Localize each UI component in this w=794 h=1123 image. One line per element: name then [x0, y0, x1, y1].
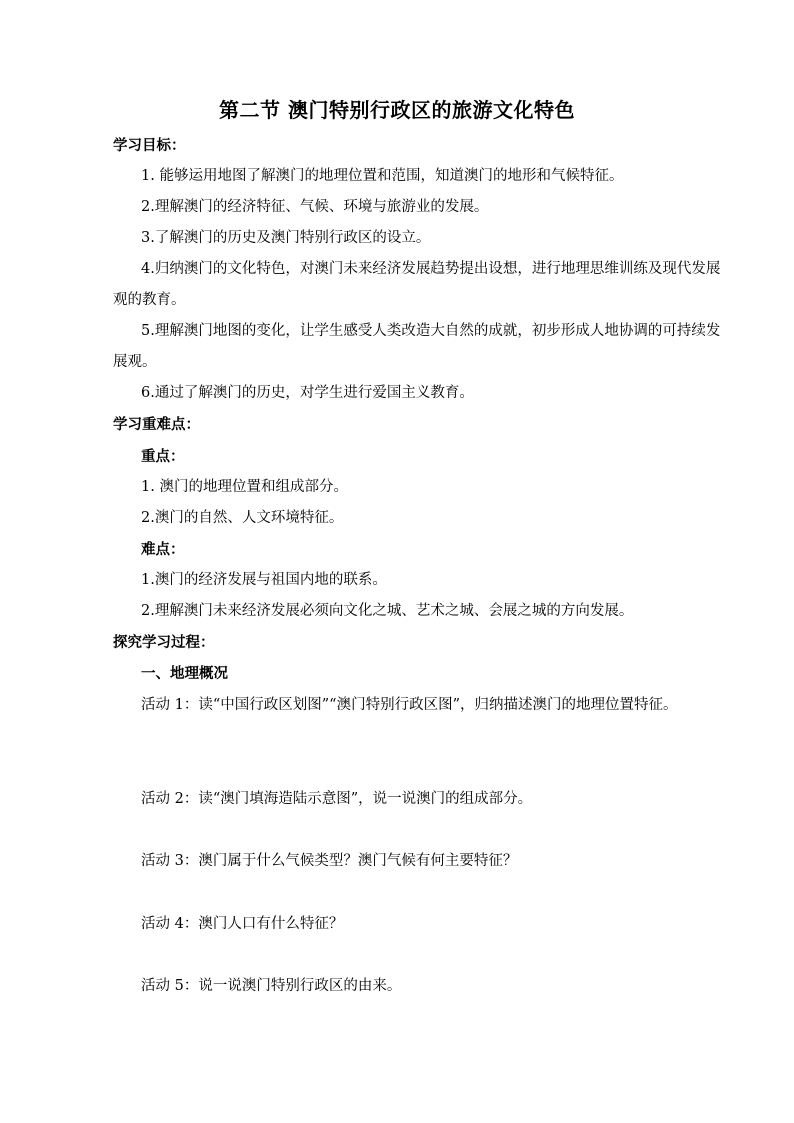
activity-item: 活动 4：澳门人口有什么特征？: [141, 916, 344, 932]
page-title: 第二节 澳门特别行政区的旅游文化特色: [219, 98, 575, 122]
objective-item: 3.了解澳门的历史及澳门特别行政区的设立。: [141, 230, 431, 246]
section-heading: 一、地理概况: [141, 665, 228, 682]
activity-item: 活动 2：读“澳门填海造陆示意图”，说一说澳门的组成部分。: [141, 791, 533, 807]
difficult-item: 1.澳门的经济发展与祖国内地的联系。: [141, 572, 387, 588]
key-item: 1. 澳门的地理位置和组成部分。: [141, 479, 348, 495]
objective-item: 4.归纳澳门的文化特色，对澳门未来经济发展趋势提出设想，进行地理思维训练及现代发展观的教育。: [113, 261, 721, 308]
objective-item: 2.理解澳门的经济特征、气候、环境与旅游业的发展。: [141, 199, 489, 215]
process-heading: 探究学习过程：: [113, 634, 215, 651]
objective-item: 6.通过了解澳门的历史，对学生进行爱国主义教育。: [141, 385, 474, 401]
key-heading: 重点：: [141, 448, 185, 465]
activity-item: 活动 1：读“中国行政区划图”“澳门特别行政区图”，归纳描述澳门的地理位置特征。: [141, 697, 678, 713]
difficult-heading: 难点：: [141, 541, 185, 558]
key-item: 2.澳门的自然、人文环境特征。: [141, 510, 344, 526]
objectives-heading: 学习目标：: [113, 137, 186, 154]
difficult-item: 2.理解澳门未来经济发展必须向文化之城、艺术之城、会展之城的方向发展。: [141, 603, 634, 619]
objective-item: 1. 能够运用地图了解澳门的地理位置和范围，知道澳门的地形和气候特征。: [141, 168, 624, 184]
objective-item: 5.理解澳门地图的变化，让学生感受人类改造大自然的成就，初步形成人地协调的可持续发展观。: [113, 323, 721, 370]
activity-item: 活动 3：澳门属于什么气候类型？澳门气候有何主要特征？: [141, 853, 518, 869]
keypoints-heading: 学习重难点：: [113, 416, 200, 433]
activity-item: 活动 5：说一说澳门特别行政区的由来。: [141, 978, 402, 994]
